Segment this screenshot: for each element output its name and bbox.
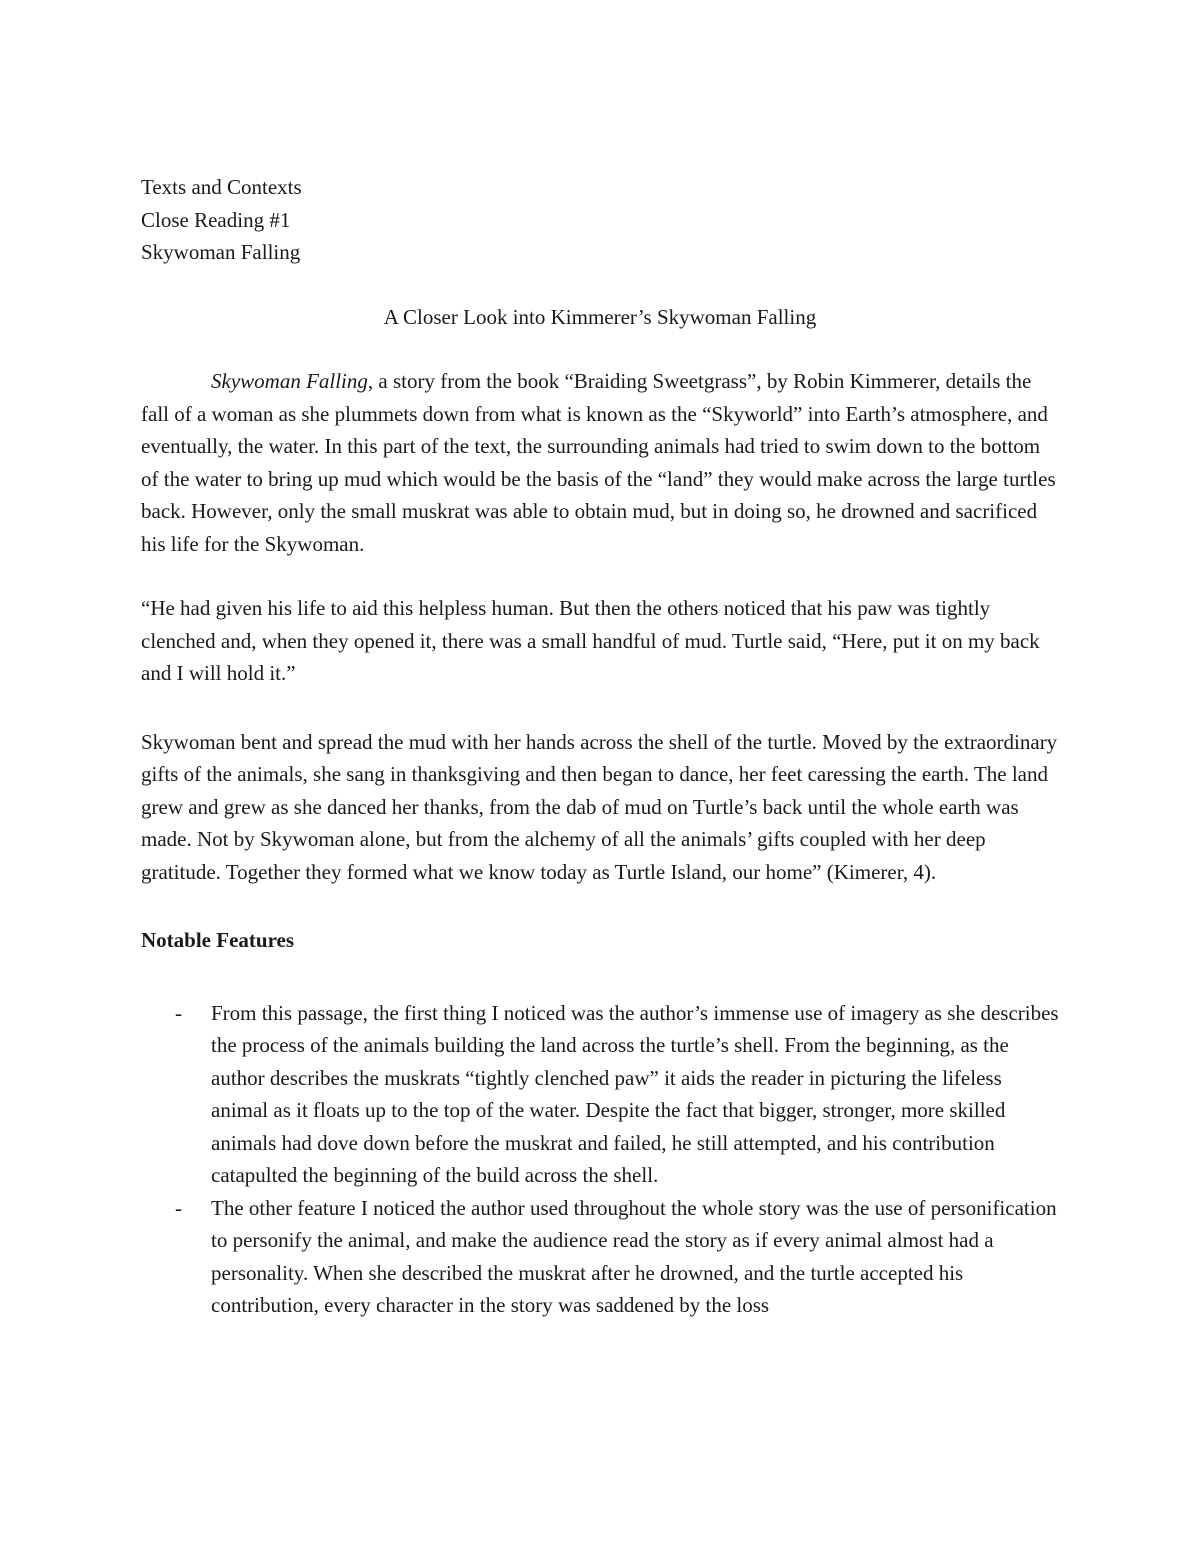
intro-paragraph bbox=[141, 365, 1059, 560]
intro-text: , a story from the book “Braiding Sweetgrass”, by Robin Kimmerer, details the fall of a woman as she plummets down from what is known as the “Skyworld” into Earth’s atmosphere, and eventually, the water. In this part of the text, the surrounding animals had tried to swim down to the bottom of the water to bring up mud which would be the basis of the “land” they would make across the large turtles back. However, only the small muskrat was able to obtain mud, but in doing so, he drowned and sacrificed his life for the Skywoman. bbox=[141, 369, 1056, 556]
features-list bbox=[141, 997, 1059, 1322]
list-bullet: - bbox=[175, 1195, 182, 1220]
essay-title: A Closer Look into Kimmerer’s Skywoman Falling bbox=[383, 304, 817, 329]
document-page bbox=[141, 171, 1059, 1322]
list-item-text: From this passage, the first thing I noticed was the author’s immense use of imagery as she describes the process of the animals building the land across the turtle’s shell. From the beginning, as the author describes the muskrats “tightly clenched paw” it aids the reader in picturing the lifeless animal as it floats up to the top of the water. Despite the fact that bigger, stronger, more skilled animals had dove down before the muskrat and failed, he still attempted, and his contribution catapulted the beginning of the build across the shell. bbox=[211, 1000, 1059, 1187]
subject-name: Skywoman Falling bbox=[141, 240, 301, 264]
list-item bbox=[141, 1192, 1059, 1322]
notable-features-heading: Notable Features bbox=[141, 928, 294, 952]
list-item bbox=[141, 997, 1059, 1192]
list-item-text: The other feature I noticed the author used throughout the whole story was the use of personification to personify the animal, and make the audience read the story as if every animal almost had a personality. When she described the muskrat after he drowned, and the turtle accepted his contribution, every character in the story was saddened by the loss bbox=[211, 1195, 1057, 1317]
quote-paragraph-2: Skywoman bent and spread the mud with her hands across the shell of the turtle. Moved by the extraordinary gifts of the animals, she sang in thanksgiving and then began to dance, her feet caressing the earth. The land grew and grew as she danced her thanks, from the dab of mud on Turtle’s back until the whole earth was made. Not by Skywoman alone, but from the alchemy of all the animals’ gifts coupled with her deep gratitude. Together they formed what we know today as Turtle Island, our home” (Kimerer, 4). bbox=[141, 729, 1058, 884]
intro-italic-lead: Skywoman Falling bbox=[211, 369, 368, 393]
assignment-name: Close Reading #1 bbox=[141, 207, 291, 232]
quote-paragraph-1: “He had given his life to aid this helpless human. But then the others noticed that his paw was tightly clenched and, when they opened it, there was a small handful of mud. Turtle said, “Here, put it on my back and I will hold it.” bbox=[141, 596, 1040, 685]
list-bullet: - bbox=[175, 1000, 182, 1025]
course-name: Texts and Contexts bbox=[141, 175, 302, 199]
